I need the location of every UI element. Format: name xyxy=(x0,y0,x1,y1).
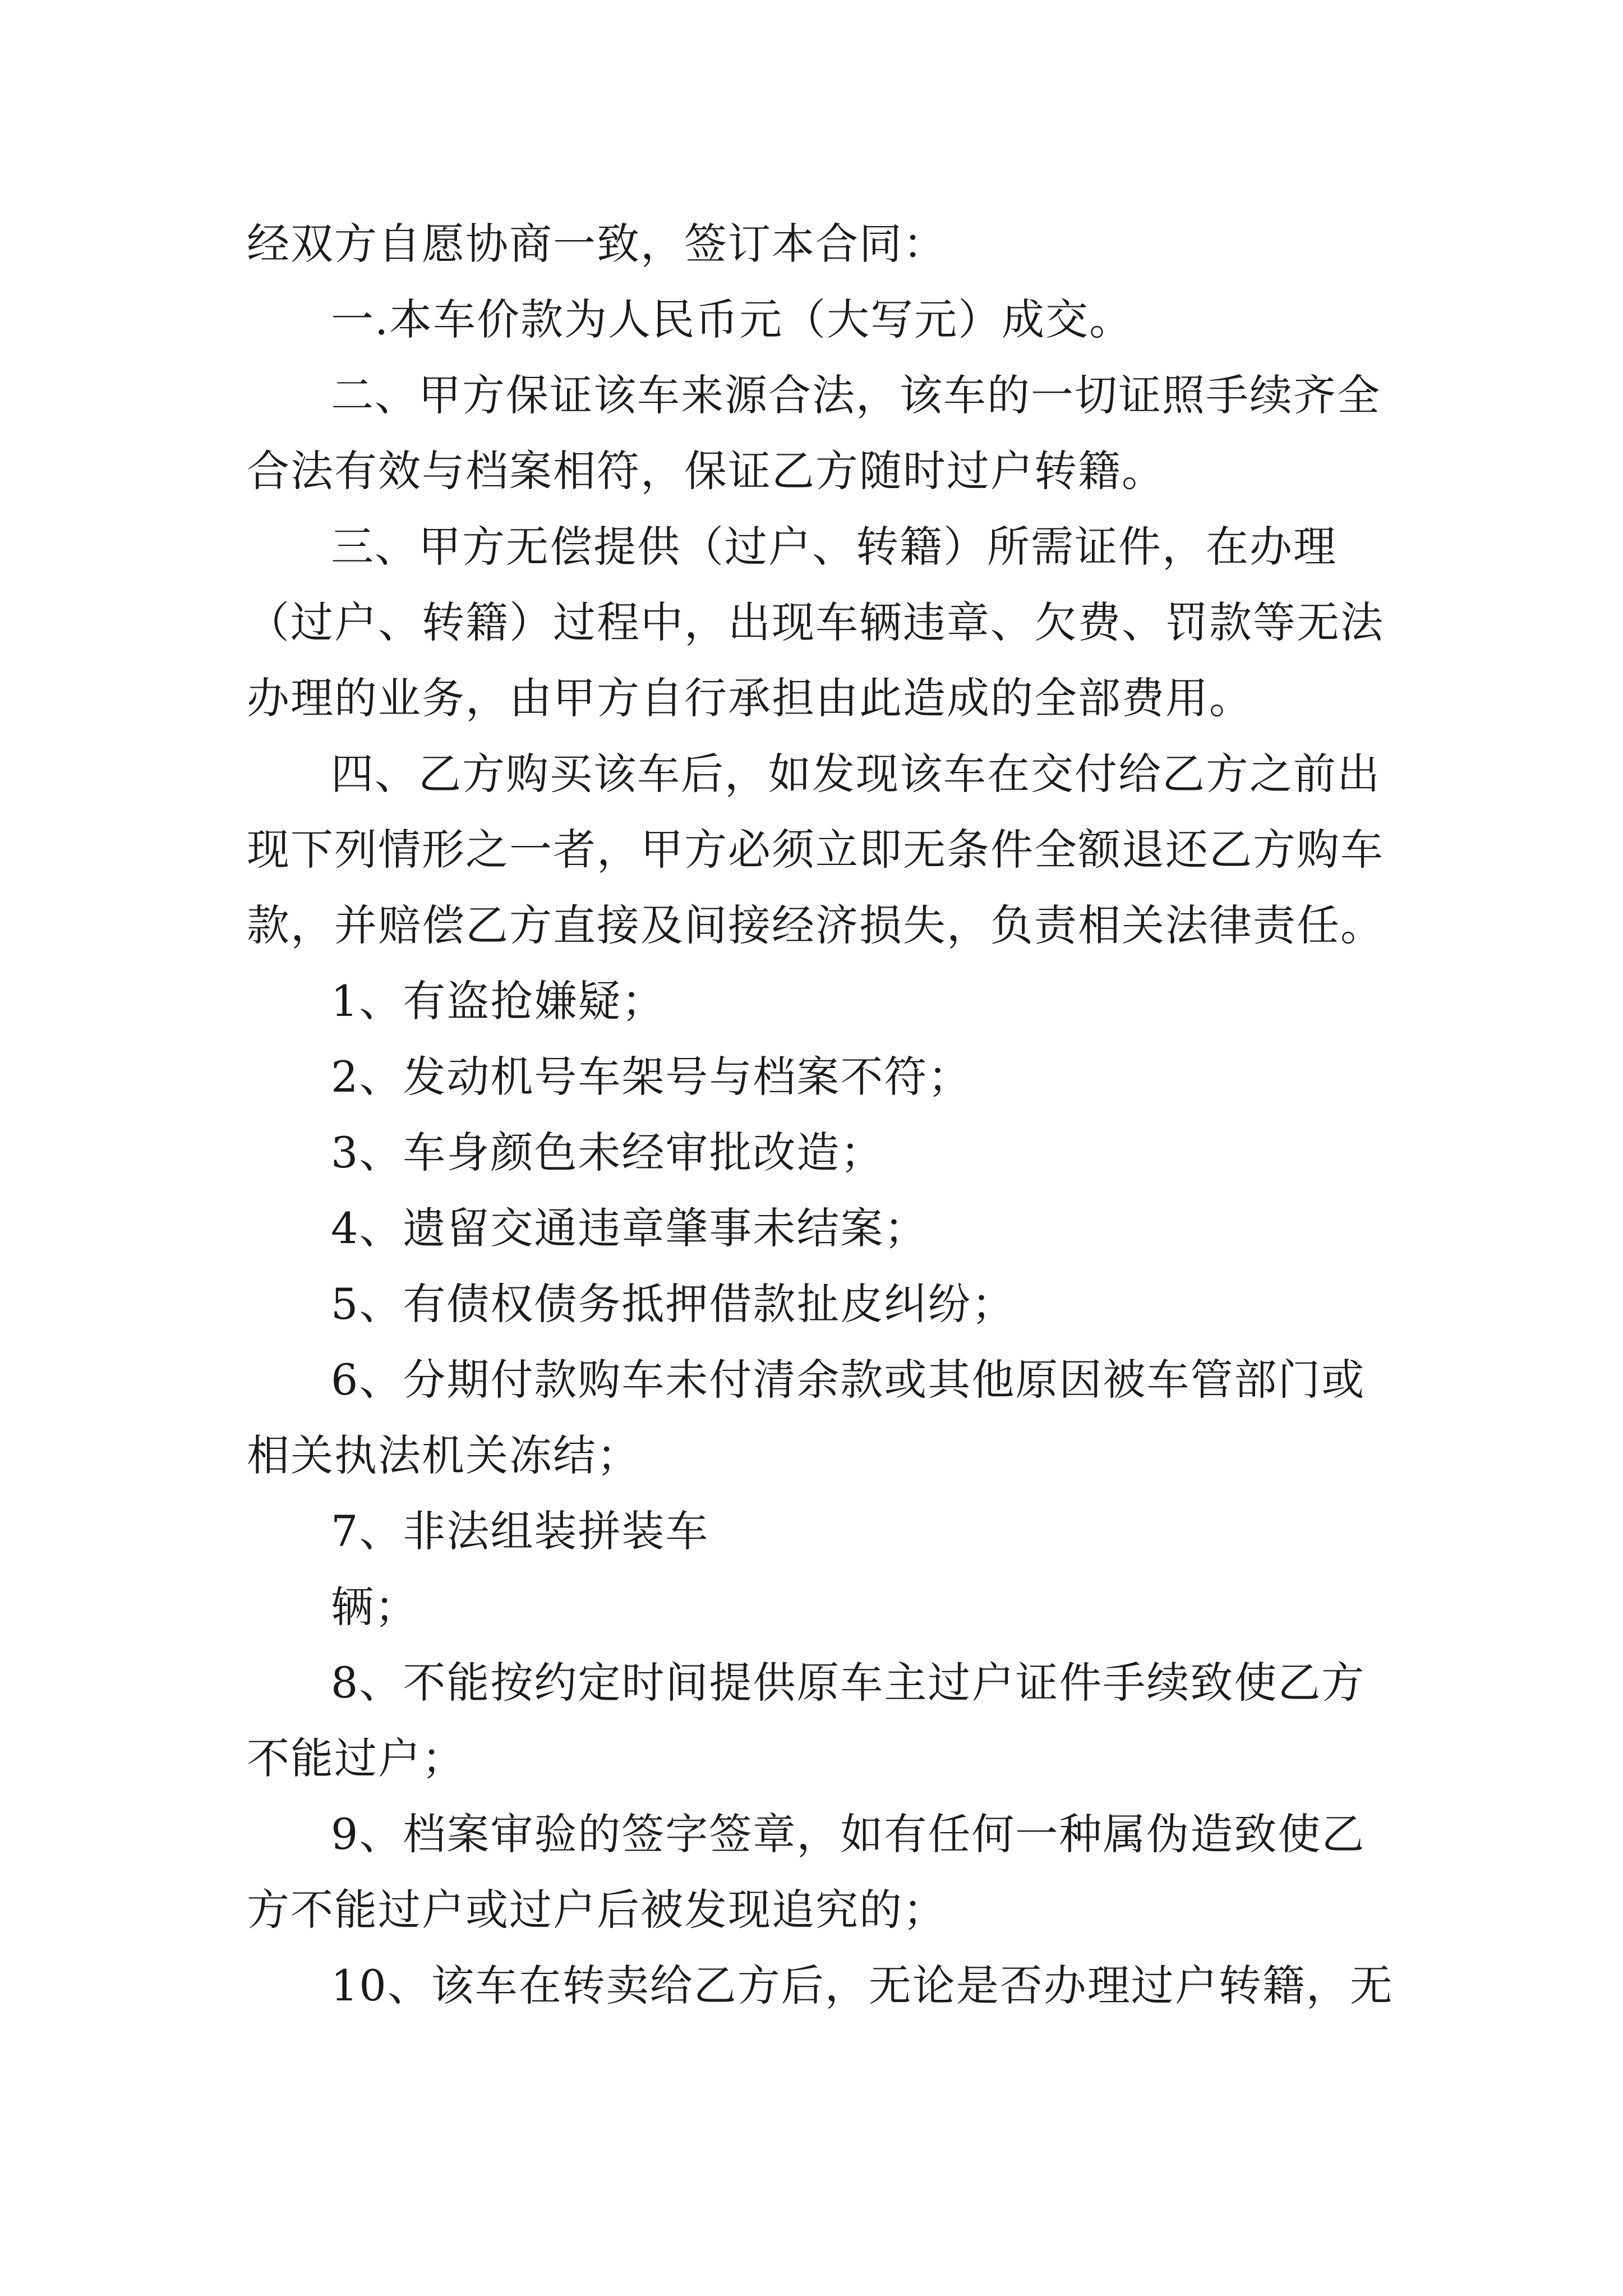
text-line: 三、甲方无偿提供（过户、转籍）所需证件，在办理 xyxy=(331,522,1337,572)
text-line: 四、乙方购买该车后，如发现该车在交付给乙方之前出 xyxy=(331,749,1381,799)
text-line: 现下列情形之一者，甲方必须立即无条件全额退还乙方购车 xyxy=(247,825,1384,875)
list-item: 9、档案审验的签字签章，如有任何一种属伪造致使乙 xyxy=(331,1809,1366,1859)
list-item: 2、发动机号车架号与档案不符； xyxy=(331,1052,972,1102)
text-line: 方不能过户或过户后被发现追究的； xyxy=(247,1885,947,1935)
list-item: 10、该车在转卖给乙方后，无论是否办理过户转籍，无 xyxy=(331,1961,1394,2010)
text-line: 办理的业务，由甲方自行承担由此造成的全部费用。 xyxy=(247,673,1253,723)
list-item: 8、不能按约定时间提供原车主过户证件手续致使乙方 xyxy=(331,1658,1366,1708)
list-item: 6、分期付款购车未付清余款或其他原因被车管部门或 xyxy=(331,1355,1366,1405)
text-line: 不能过户； xyxy=(247,1733,465,1783)
text-line: 二、甲方保证该车来源合法，该车的一切证照手续齐全 xyxy=(331,370,1381,420)
list-item: 7、非法组装拼装车 xyxy=(331,1506,709,1556)
list-item: 1、有盗抢嫌疑； xyxy=(331,976,666,1026)
text-line: 合法有效与档案相符，保证乙方随时过户转籍。 xyxy=(247,446,1165,496)
text-line: 一.本车价款为人民币元（大写元）成交。 xyxy=(331,295,1133,344)
list-item: 4、遗留交通违章肇事未结案； xyxy=(331,1203,928,1253)
text-line: 相关执法机关冻结； xyxy=(247,1430,640,1480)
text-line: 款，并赔偿乙方直接及间接经济损失，负责相关法律责任。 xyxy=(247,900,1384,950)
list-item: 3、车身颜色未经审批改造； xyxy=(331,1128,884,1177)
text-line: （过户、转籍）过程中，出现车辆违章、欠费、罚款等无法 xyxy=(247,597,1384,647)
list-item: 5、有债权债务抵押借款扯皮纠纷； xyxy=(331,1279,1016,1329)
text-line: 经双方自愿协商一致，签订本合同： xyxy=(247,219,947,269)
text-line: 辆； xyxy=(331,1582,418,1632)
